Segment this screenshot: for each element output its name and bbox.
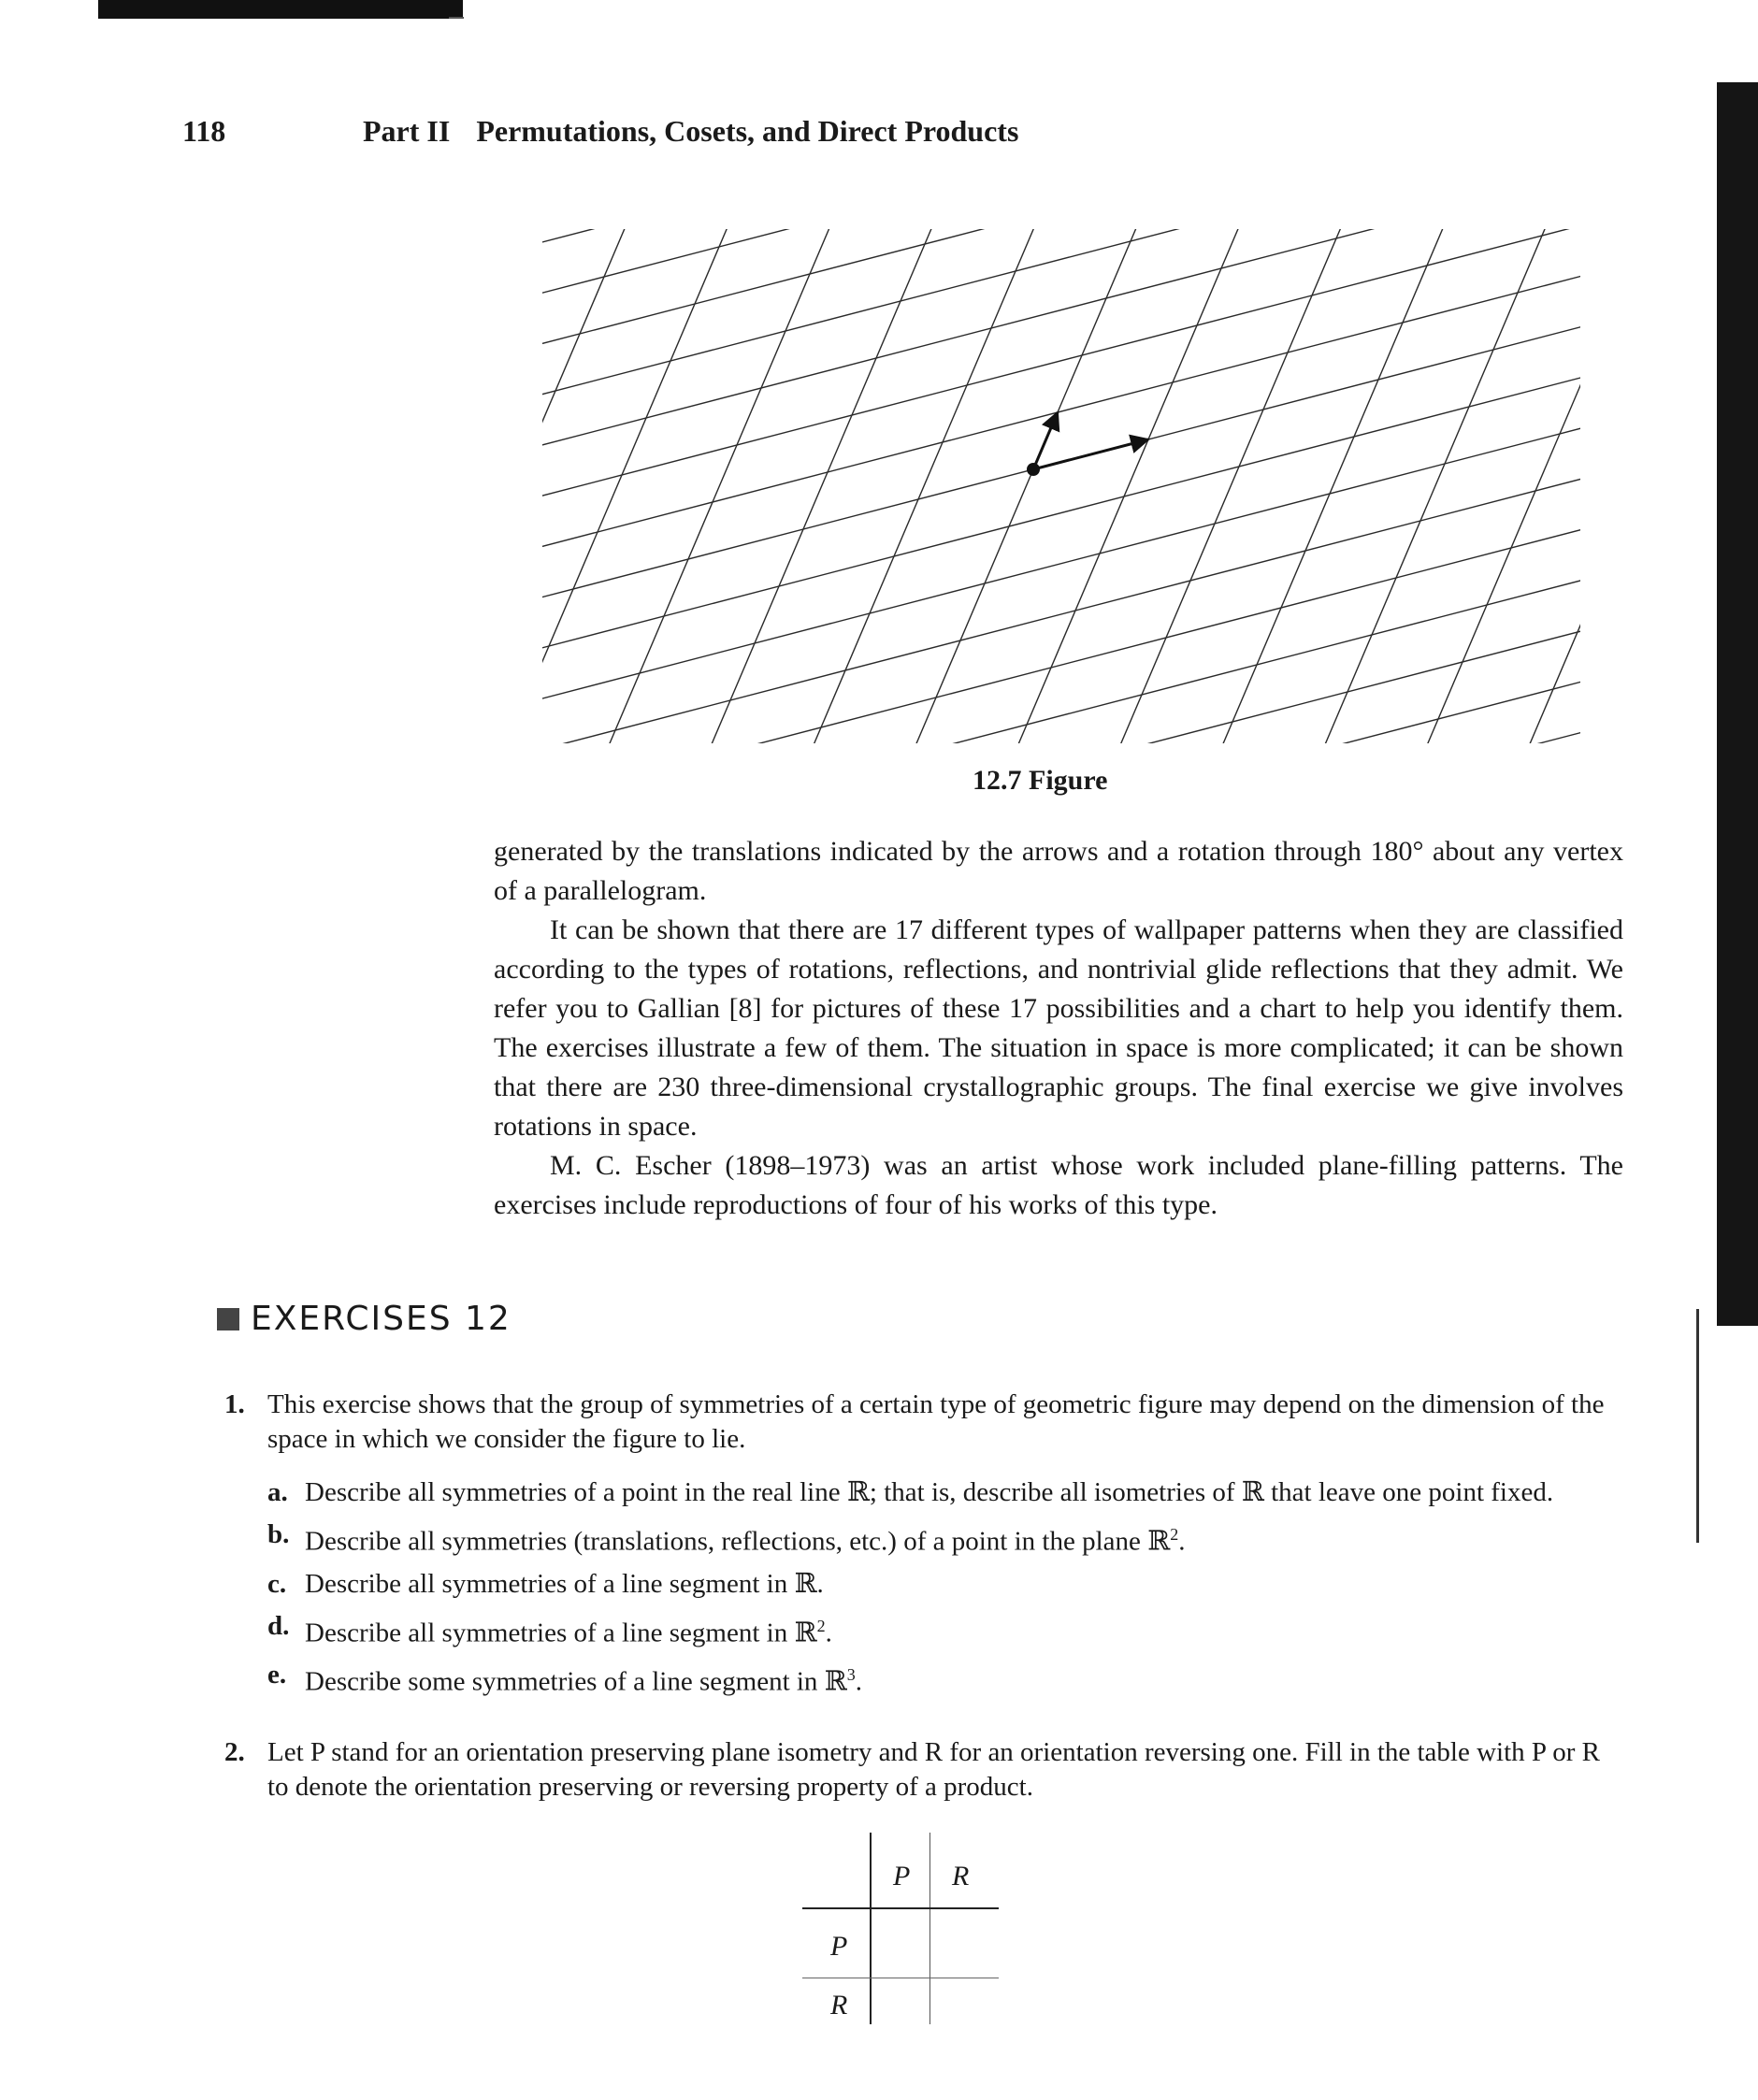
superscript: 2 [1170, 1525, 1179, 1544]
lattice-line-shallow [542, 229, 1580, 655]
slanted-translation-arrow [1033, 412, 1058, 469]
top-rule-tail [449, 17, 464, 19]
lattice-line-steep [990, 229, 1580, 743]
subpart-text: Describe all symmetries of a point in the real line ℝ; that is, describe all isometries of ℝ that leave one point fixed. [305, 1477, 1554, 1507]
exercises-heading [217, 1300, 512, 1338]
exercise-text: This exercise shows that the group of symmetries of a certain type of geometric figure may depend on the dimension of the space in which we consider the figure to lie. [267, 1389, 1605, 1454]
subpart-text [305, 1517, 1623, 1560]
lattice-line-shallow [542, 229, 1580, 743]
subpart-d [267, 1609, 1623, 1651]
lattice-line-shallow [542, 283, 1580, 743]
lattice-line-steep [1220, 229, 1580, 743]
lattice-line-shallow [542, 229, 1580, 743]
lattice-line-steep [645, 229, 1580, 743]
subpart-b [267, 1517, 1623, 1560]
subpart-end: . [1178, 1526, 1186, 1557]
translation-arrows [1027, 412, 1148, 476]
lattice-line-steep [542, 229, 1191, 743]
orientation-table [802, 1833, 999, 2024]
exercise-text: Let P stand for an orientation preserving plane isometry and R for an orientation reversing one. Fill in the table with P or R to denote the orientation preserving or reversing property of a product. [267, 1737, 1600, 1802]
row-header-p: P [830, 1931, 848, 1962]
lattice-line-steep [1565, 229, 1580, 743]
lattice-line-shallow [542, 683, 1580, 743]
lattice-line-steep [542, 229, 1076, 743]
lattice-line-steep [542, 229, 1536, 743]
subpart-body: Describe some symmetries of a line segment in ℝ [305, 1666, 847, 1697]
subpart-body: Describe all symmetries of a line segment in ℝ [305, 1618, 817, 1648]
superscript: 3 [846, 1665, 856, 1685]
lattice-line-steep [542, 229, 1580, 743]
page-edge-shadow [1717, 82, 1758, 1326]
lattice-line-steep [1105, 229, 1580, 743]
lattice-line-shallow [542, 229, 1580, 484]
paragraph-2: It can be shown that there are 17 different types of wallpaper patterns when they are classified according to the types of rotations, reflections, and nontrivial glide reflections that they admit. We refer you to Gallian [8] for pictures of these 17 possibilities and a chart to help you identify them. The exercises illustrate a few of them. The situation in space is more complicated; it can be shown that there are 230 three-dimensional crystallographic groups. The final exercise we give involves rotations in space. [494, 914, 1623, 1142]
lattice-line-shallow [542, 229, 1580, 743]
top-rule [98, 0, 463, 19]
lattice-line-shallow [542, 229, 1580, 743]
exercise-number: 2. [224, 1737, 245, 1767]
lattice-line-shallow [542, 454, 1580, 743]
figure-caption: 12.7 Figure [973, 765, 1108, 796]
lattice-line-steep [542, 229, 1580, 743]
lattice-line-steep [542, 229, 731, 743]
page-number: 118 [182, 114, 226, 148]
table-column-divider [929, 1833, 930, 2024]
lattice-line-steep [1450, 229, 1580, 743]
subpart-end: . [825, 1618, 832, 1648]
subpart-a [267, 1475, 1623, 1510]
part-label: Part II [363, 114, 451, 148]
subpart-text: Describe all symmetries of a line segment in ℝ. [305, 1568, 824, 1599]
chapter-title: Permutations, Cosets, and Direct Products [476, 114, 1019, 148]
horizontal-translation-arrow [1033, 439, 1148, 469]
superscript: 2 [816, 1616, 826, 1635]
subpart-label: a. [267, 1477, 288, 1507]
subpart-label: b. [267, 1519, 290, 1549]
body-text [494, 832, 1623, 1225]
paragraph-3: M. C. Escher (1898–1973) was an artist whose work included plane-filling patterns. The exercises include reproductions of four of his works of this type. [494, 1150, 1623, 1220]
subpart-label: e. [267, 1660, 287, 1690]
table-header-rule [802, 1907, 999, 1909]
lattice-line-steep [542, 229, 1421, 743]
lattice-line-shallow [542, 229, 1580, 743]
lattice-lines [542, 229, 1580, 743]
subpart-e [267, 1658, 1623, 1700]
subpart-text [305, 1658, 1623, 1700]
col-header-r: R [952, 1861, 970, 1891]
table-vertical-rule [870, 1833, 872, 2024]
lattice-line-shallow [542, 229, 1580, 370]
lattice-vertex-dot [1027, 463, 1040, 476]
subpart-label: c. [267, 1568, 287, 1599]
subpart-body: Describe all symmetries (translations, reflections, etc.) of a point in the plane ℝ [305, 1526, 1171, 1557]
lattice-line-shallow [542, 229, 1580, 598]
exercise-2 [224, 1735, 1623, 1805]
subpart-text [305, 1609, 1623, 1651]
heading-square-icon [217, 1308, 239, 1330]
lattice-line-shallow [542, 229, 1580, 743]
exercises-heading-text: EXERCISES 12 [251, 1300, 512, 1338]
lattice-line-steep [542, 229, 1580, 743]
exercise-1-parts [267, 1475, 1623, 1707]
lattice-line-steep [542, 229, 1580, 743]
lattice-line-shallow [542, 229, 1580, 743]
col-header-p: P [893, 1861, 911, 1891]
subpart-c [267, 1567, 1623, 1602]
running-head [182, 114, 1018, 149]
exercise-1 [224, 1388, 1623, 1457]
lattice-figure [542, 229, 1580, 743]
row-header-r: R [830, 1990, 848, 2021]
lattice-line-shallow [542, 229, 1580, 712]
lattice-line-steep [1335, 229, 1580, 743]
lattice-line-shallow [542, 229, 1580, 541]
lattice-line-shallow [542, 340, 1580, 743]
paragraph-1: generated by the translations indicated by the arrows and a rotation through 180° about any vertex of a parallelogram. [494, 836, 1623, 906]
lattice-line-steep [875, 229, 1580, 743]
lattice-line-shallow [542, 568, 1580, 743]
page-edge-line [1696, 1309, 1699, 1543]
exercise-number: 1. [224, 1389, 245, 1419]
subpart-label: d. [267, 1610, 290, 1641]
lattice-line-shallow [542, 229, 1580, 743]
subpart-end: . [855, 1666, 863, 1697]
